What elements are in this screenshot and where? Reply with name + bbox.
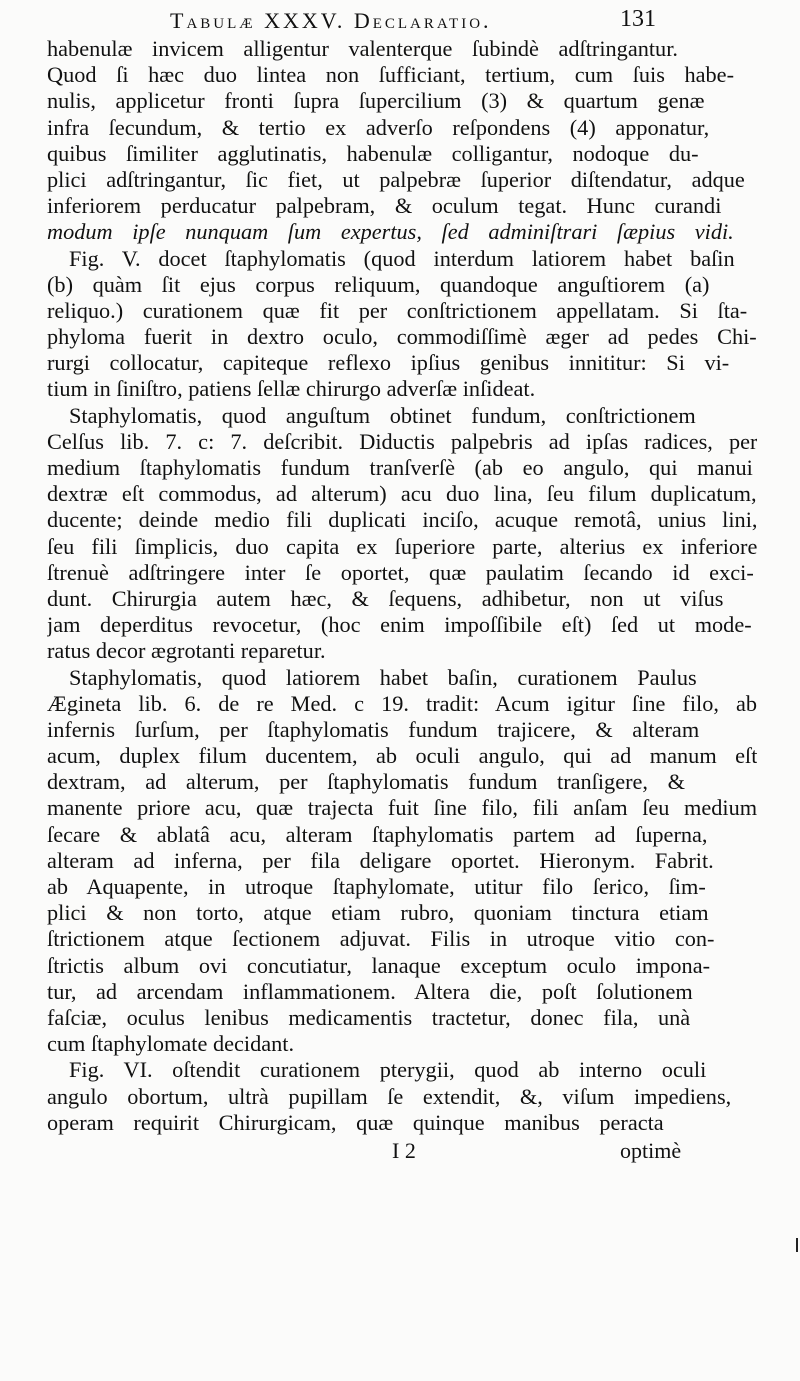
text-line: medium ſtaphylomatis fundum tranſverſè (ab eo angulo, qui manui [47, 455, 753, 480]
text-line: manente priore acu, quæ trajecta fuit ſine filo, fili anſam ſeu medium [47, 795, 757, 821]
text-line: ſeu fili ſimplicis, duo capita ex ſuperiore parte, alterius ex inferiore [47, 533, 757, 559]
page-edge-mark [796, 1238, 798, 1252]
text-line: (b) quàm ſit ejus corpus reliquum, quandoque anguſtiorem (a) [47, 271, 710, 297]
paragraph-first-line: Staphylomatis, quod anguſtum obtinet fundum, conſtrictionem [69, 402, 696, 428]
running-title: Tabulæ XXXV. Declaratio. [170, 8, 492, 33]
catchword: optimè [620, 1138, 682, 1163]
text-line: reliquo.) curationem quæ fit per conſtrictionem appellatam. Si ſta- [47, 297, 748, 323]
text-line: acum, duplex filum ducentem, ab oculi angulo, qui ad manum eſt [47, 743, 757, 769]
text-line: quibus ſimiliter agglutinatis, habenulæ colligantur, nodoque du- [47, 140, 699, 166]
paragraph-first-line: Staphylomatis, quod latiorem habet baſin, curationem Paulus [69, 664, 697, 690]
text-line: phyloma fuerit in dextro oculo, commodiſſimè æger ad pedes Chi- [47, 324, 757, 350]
text-line: ſtrictionem atque ſectionem adjuvat. Filis in utroque vitio con- [47, 926, 715, 952]
text-line: plici & non torto, atque etiam rubro, quoniam tinctura etiam [47, 900, 709, 926]
text-line: dextræ eſt commodus, ad alterum) acu duo lina, ſeu filum duplicatum, [47, 481, 757, 507]
paragraph-first-line: Fig. VI. oſtendit curationem pterygii, quod ab interno oculi [69, 1057, 707, 1083]
text-line: dextram, ad alterum, per ſtaphylomatis fundum tranſigere, & [47, 769, 685, 795]
page-number: 131 [620, 6, 656, 32]
text-line: ſtrenuè adſtringere inter ſe oportet, quæ paulatim ſecando id exci- [47, 559, 754, 585]
body-text [47, 36, 757, 1136]
text-line: modum ipſe nunquam ſum expertus, ſed adminiſtrari ſæpius vidi. [47, 219, 734, 245]
text-line: ab Aquapente, in utroque ſtaphylomate, utitur filo ſerico, ſim- [47, 874, 706, 899]
text-line: ſtrictis album ovi concutiatur, lanaque exceptum oculo impona- [47, 952, 711, 978]
signature-mark: I 2 [392, 1138, 416, 1163]
page-header [0, 6, 800, 36]
text-line: tium in ſiniſtro, patiens ſellæ chirurgo adverſæ inſideat. [47, 376, 536, 402]
text-line: cum ſtaphylomate decidant. [47, 1031, 295, 1057]
text-line: jam deperditus revocetur, (hoc enim impoſſibile eſt) ſed ut mode- [47, 612, 752, 638]
text-line: alteram ad inferna, per fila deligare oportet. Hieronym. Fabrit. [47, 847, 714, 873]
text-line: nulis, applicetur fronti ſupra ſupercilium (3) & quartum genæ [47, 88, 705, 114]
text-line: infernis ſurſum, per ſtaphylomatis fundum trajicere, & alteram [47, 716, 700, 742]
text-line: inferiorem perducatur palpebram, & oculum tegat. Hunc curandi [47, 193, 722, 219]
text-line: Celſus lib. 7. c: 7. deſcribit. Diductis palpebris ad ipſas radices, per [47, 428, 757, 454]
text-line: Quod ſi hæc duo lintea non ſufficiant, tertium, cum ſuis habe- [47, 62, 734, 88]
text-line: ratus decor ægrotanti reparetur. [47, 638, 326, 664]
text-line: faſciæ, oculus lenibus medicamentis tractetur, donec fila, unà [47, 1004, 691, 1030]
text-line: Ægineta lib. 6. de re Med. c 19. tradit: Acum igitur ſine filo, ab [47, 690, 757, 716]
text-line: tur, ad arcendam inflammationem. Altera die, poſt ſolutionem [47, 978, 693, 1004]
text-line: ducente; deinde medio fili duplicati inciſo, acuque remotâ, unius lini, [47, 507, 757, 533]
text-line: habenulæ invicem alligentur valenterque ſubindè adſtringantur. [47, 36, 678, 61]
page-footer [0, 1138, 800, 1168]
text-line: ſecare & ablatâ acu, alteram ſtaphylomatis partem ad ſuperna, [47, 821, 708, 847]
text-line: plici adſtringantur, ſic fiet, ut palpebræ ſuperior diſtendatur, adque [47, 166, 745, 192]
paragraph-first-line: Fig. V. docet ſtaphylomatis (quod interdum latiorem habet baſin [69, 245, 735, 271]
text-line: angulo obortum, ultrà pupillam ſe extendit, &, viſum impediens, [47, 1083, 732, 1109]
text-line: infra ſecundum, & tertio ex adverſo reſpondens (4) apponatur, [47, 114, 710, 140]
text-line: operam requirit Chirurgicam, quæ quinque manibus peracta [47, 1109, 664, 1135]
text-line: rurgi collocatur, capiteque reflexo ipſius genibus innititur: Si vi- [47, 350, 730, 376]
text-line: dunt. Chirurgia autem hæc, & ſequens, adhibetur, non ut viſus [47, 585, 724, 611]
